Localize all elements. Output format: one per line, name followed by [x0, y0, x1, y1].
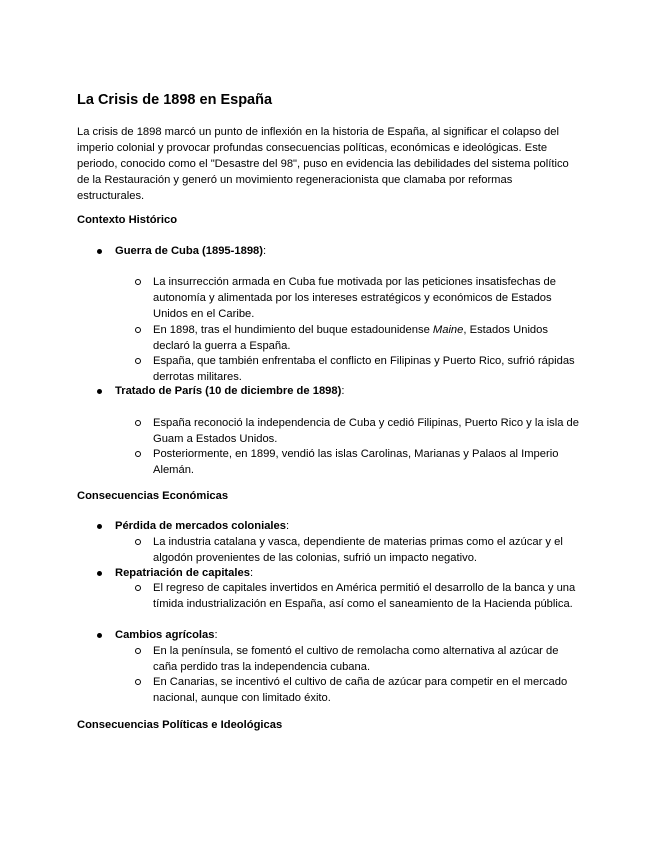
list-item-text: En la península, se fomentó el cultivo de remolacha como alternativa al azúcar de caña perdido tras la independencia cubana.: [153, 645, 559, 673]
intro-paragraph: La crisis de 1898 marcó un punto de inflexión en la historia de España, al significar el colapso del imperio colonial y provocar profundas consecuencias políticas, económicas e ideológicas. Este periodo, conocido como el "Desastre del 98", puso en evidencia las debilidades del sistema político de la Restauración y generó un movimiento regeneracionista que clamaba por reformas estructurales.: [77, 126, 569, 202]
bullet-dot-icon: [97, 389, 102, 394]
sub-bullet-circle-icon: [135, 648, 141, 654]
section-heading-consecuencias-politicas: Consecuencias Políticas e Ideológicas: [77, 719, 283, 731]
section-heading-consecuencias-economicas: Consecuencias Económicas: [77, 490, 229, 502]
sub-bullet-circle-icon: [135, 585, 141, 591]
list-item: [135, 446, 583, 478]
list-item: [135, 322, 583, 354]
bullet-label: Tratado de París (10 de diciembre de 1898): [115, 385, 342, 397]
list-item-text: La industria catalana y vasca, dependiente de materias primas como el azúcar y el algodón provenientes de las colonias, sufrió un impacto negativo.: [153, 536, 563, 564]
bullet-dot-icon: [97, 571, 102, 576]
list-item-text: En 1898, tras el hundimiento del buque estadounidense Maine, Estados Unidos declaró la guerra a España.: [153, 324, 548, 352]
document-title: La Crisis de 1898 en España: [77, 92, 273, 108]
list-item-text: La insurrección armada en Cuba fue motivada por las peticiones insatisfechas de autonomía y alimentada por los intereses estratégicos y económicos de Estados Unidos en el Caribe.: [153, 276, 556, 320]
list-item-text: En Canarias, se incentivó el cultivo de caña de azúcar para competir en el mercado nacional, aunque con limitado éxito.: [153, 676, 568, 704]
bullet-dot-icon: [97, 633, 102, 638]
bullet-label: Guerra de Cuba (1895-1898): [115, 245, 263, 257]
sub-bullet-circle-icon: [135, 358, 141, 364]
section-heading-contexto-historico: Contexto Histórico: [77, 214, 178, 226]
sub-bullet-circle-icon: [135, 451, 141, 457]
list-item-text: España reconoció la independencia de Cuba y cedió Filipinas, Puerto Rico y la isla de Guam a Estados Unidos.: [153, 417, 580, 445]
ship-name: Maine: [432, 324, 464, 336]
bullet-label: Repatriación de capitales: [115, 567, 250, 579]
sub-bullet-circle-icon: [135, 327, 141, 333]
list-item: [135, 643, 583, 675]
list-item: [135, 580, 583, 612]
sub-bullet-circle-icon: [135, 420, 141, 426]
document-page: La Crisis de 1898 en España La crisis de 1898 marcó un punto de inflexión en la historia de España, al significar el colapso del imperio colonial y provocar profundas consecuencias políticas, económicas e ideológicas. Este periodo, conocido como el "Desastre del 98", puso en evidencia las debilidades del sistema político de la Restauración y generó un movimiento regeneracionista que clamaba por reformas estructurales. Contexto Histórico Guerra de Cuba (1895-1898): La insurrección armada en Cuba fue motivada por las peticiones insatisfechas de autonomía y alimentada por los intereses estratégicos y económicos de Estados Unidos en el Caribe. En 1898, tras el hundimiento del buque estadounidense Maine, Estados Unidos declaró la guerra a España. España, que también enfrentaba el conflicto en Filipinas y Puerto Rico, sufrió rápidas derrotas militares. Tratado de París (10 de diciembre de 1898): España reconoció la independencia de Cuba y cedió Filipinas, Puerto Rico y la isla de Guam a Estados Unidos. Posteriormente, en 1899, vendió las islas Carolinas, Marianas y Palaos al Imperio Alemán. Consecuencias Económicas Pérdida de mercados coloniales: La industria catalana y vasca, dependiente de materias primas como el azúcar y el algodón provenientes de las colonias, sufrió un impacto negativo. Repatriación de capitales: El regreso de capitales invertidos en América permitió el desarrollo de la banca y una tímida industrialización en España, así como el saneamiento de la Hacienda pública. Cambios agrícolas: En la península, se fomentó el cultivo de remolacha como alternativa al azúcar de caña perdido tras la independencia cubana. En Canarias, se incentivó el cultivo de caña de azúcar para competir en el mercado nacional, aunque con limitado éxito. Consecuencias Políticas e Ideológicas: [0, 0, 655, 848]
list-item: [135, 274, 583, 322]
list-item: [135, 674, 583, 706]
list-item-text: Posteriormente, en 1899, vendió las islas Carolinas, Marianas y Palaos al Imperio Alemán.: [153, 448, 559, 476]
bullet-dot-icon: [97, 249, 102, 254]
list-item-text: El regreso de capitales invertidos en América permitió el desarrollo de la banca y una tímida industrialización en España, así como el saneamiento de la Hacienda pública.: [153, 582, 576, 610]
list-item: [135, 353, 583, 385]
list-item: [135, 534, 583, 566]
list-item: [135, 415, 583, 447]
sub-bullet-circle-icon: [135, 539, 141, 545]
bullet-label: Cambios agrícolas: [115, 629, 215, 641]
sub-bullet-circle-icon: [135, 679, 141, 685]
bullet-dot-icon: [97, 524, 102, 529]
bullet-label: Pérdida de mercados coloniales: [115, 520, 286, 532]
list-item-text: España, que también enfrentaba el conflicto en Filipinas y Puerto Rico, sufrió rápidas derrotas militares.: [153, 355, 575, 383]
sub-bullet-circle-icon: [135, 279, 141, 285]
